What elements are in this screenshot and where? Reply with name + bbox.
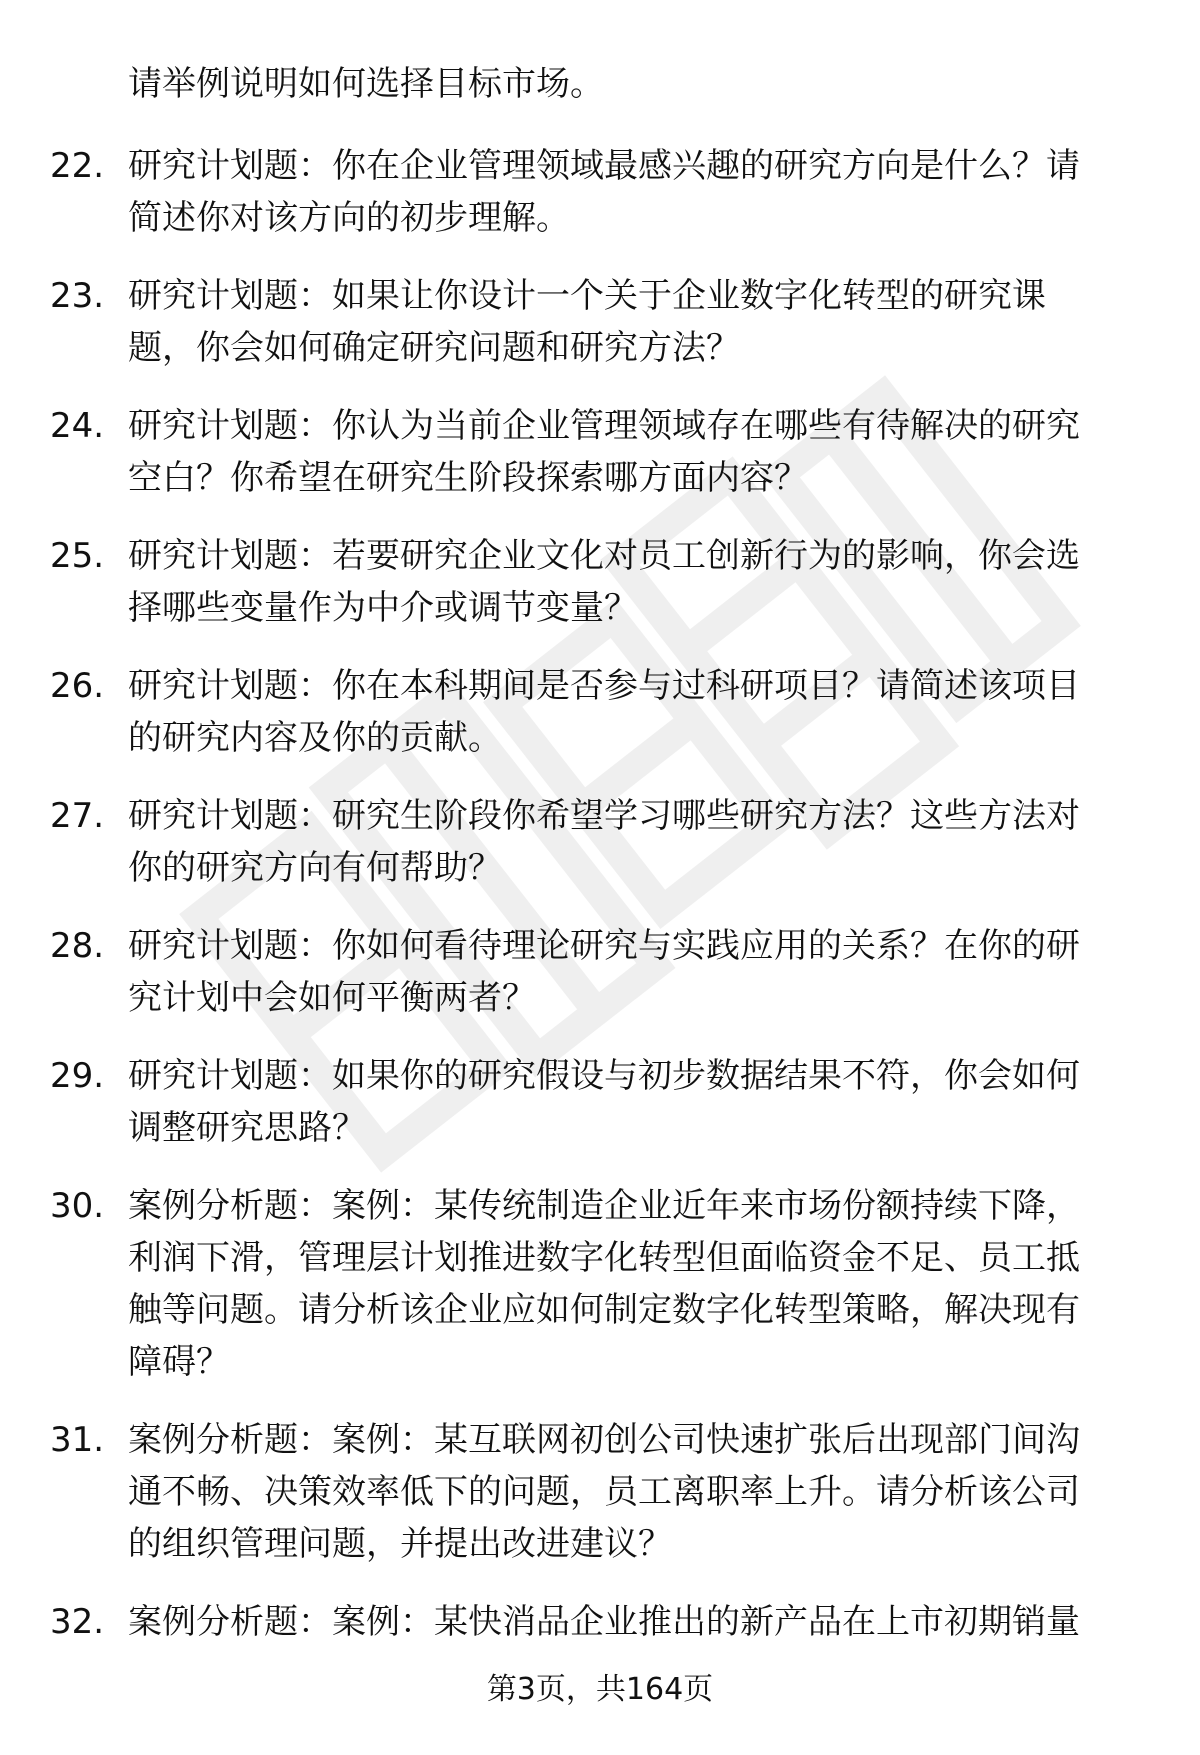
- question-number: 32.: [50, 1602, 105, 1642]
- question-item: [0, 400, 1200, 504]
- question-item: [0, 660, 1200, 764]
- question-text: [128, 920, 1148, 1024]
- question-text-line: 简述你对该方向的初步理解。: [128, 198, 570, 238]
- question-text-line: 触等问题。请分析该企业应如何制定数字化转型策略，解决现有: [128, 1290, 1080, 1330]
- question-number: 31.: [50, 1420, 105, 1460]
- question-text-line: 你的研究方向有何帮助？: [128, 848, 502, 888]
- question-text-line: 研究计划题：你认为当前企业管理领域存在哪些有待解决的研究: [128, 406, 1080, 446]
- question-item: [0, 140, 1200, 244]
- question-list: [0, 140, 1200, 1674]
- question-item: [0, 1050, 1200, 1154]
- question-text-line: 研究计划题：你在本科期间是否参与过科研项目？请简述该项目: [128, 666, 1080, 706]
- question-text-line: 通不畅、决策效率低下的问题，员工离职率上升。请分析该公司: [128, 1472, 1080, 1512]
- page-footer: 第3页，共164页: [486, 1672, 714, 1707]
- question-item: [0, 1596, 1200, 1648]
- question-text: [128, 530, 1148, 634]
- question-item: [0, 1180, 1200, 1388]
- question-text: [128, 660, 1148, 764]
- question-item: [0, 270, 1200, 374]
- question-text-line: 研究计划题：你如何看待理论研究与实践应用的关系？在你的研: [128, 926, 1080, 966]
- question-text: [128, 270, 1148, 374]
- question-number: 25.: [50, 536, 105, 576]
- question-item: [0, 1414, 1200, 1570]
- question-text: [128, 1414, 1148, 1570]
- question-item: [0, 790, 1200, 894]
- question-text-line: 择哪些变量作为中介或调节变量？: [128, 588, 638, 628]
- question-text-line: 调整研究思路？: [128, 1108, 366, 1148]
- question-item: [0, 530, 1200, 634]
- question-number: 22.: [50, 146, 105, 186]
- question-text-line: 研究计划题：如果你的研究假设与初步数据结果不符，你会如何: [128, 1056, 1080, 1096]
- question-text-line: 研究计划题：若要研究企业文化对员工创新行为的影响，你会选: [128, 536, 1080, 576]
- question-text-line: 研究计划题：你在企业管理领域最感兴趣的研究方向是什么？请: [128, 146, 1080, 186]
- question-text: [128, 1180, 1148, 1388]
- question-text-line: 案例分析题：案例：某快消品企业推出的新产品在上市初期销量: [128, 1602, 1080, 1642]
- question-text-line: 研究计划题：研究生阶段你希望学习哪些研究方法？这些方法对: [128, 796, 1080, 836]
- question-text-line: 案例分析题：案例：某互联网初创公司快速扩张后出现部门间沟: [128, 1420, 1080, 1460]
- question-text-line: 案例分析题：案例：某传统制造企业近年来市场份额持续下降，: [128, 1186, 1080, 1226]
- question-text: [128, 400, 1148, 504]
- question-text-line: 研究计划题：如果让你设计一个关于企业数字化转型的研究课: [128, 276, 1046, 316]
- question-number: 24.: [50, 406, 105, 446]
- question-text-line: 障碍？: [128, 1342, 230, 1382]
- question-number: 29.: [50, 1056, 105, 1096]
- question-text-line: 题，你会如何确定研究问题和研究方法？: [128, 328, 740, 368]
- question-item: [0, 920, 1200, 1024]
- question-number: 23.: [50, 276, 105, 316]
- question-number: 27.: [50, 796, 105, 836]
- question-text-line: 的组织管理问题，并提出改进建议？: [128, 1524, 672, 1564]
- question-text: [128, 1050, 1148, 1154]
- continuation-text: 请举例说明如何选择目标市场。: [128, 64, 604, 104]
- question-number: 30.: [50, 1186, 105, 1226]
- question-text: [128, 1596, 1148, 1648]
- question-number: 26.: [50, 666, 105, 706]
- question-text-line: 空白？你希望在研究生阶段探索哪方面内容？: [128, 458, 808, 498]
- question-number: 28.: [50, 926, 105, 966]
- question-text-line: 的研究内容及你的贡献。: [128, 718, 502, 758]
- question-text-line: 究计划中会如何平衡两者？: [128, 978, 536, 1018]
- question-text-line: 利润下滑，管理层计划推进数字化转型但面临资金不足、员工抵: [128, 1238, 1080, 1278]
- question-text: [128, 140, 1148, 244]
- question-text: [128, 790, 1148, 894]
